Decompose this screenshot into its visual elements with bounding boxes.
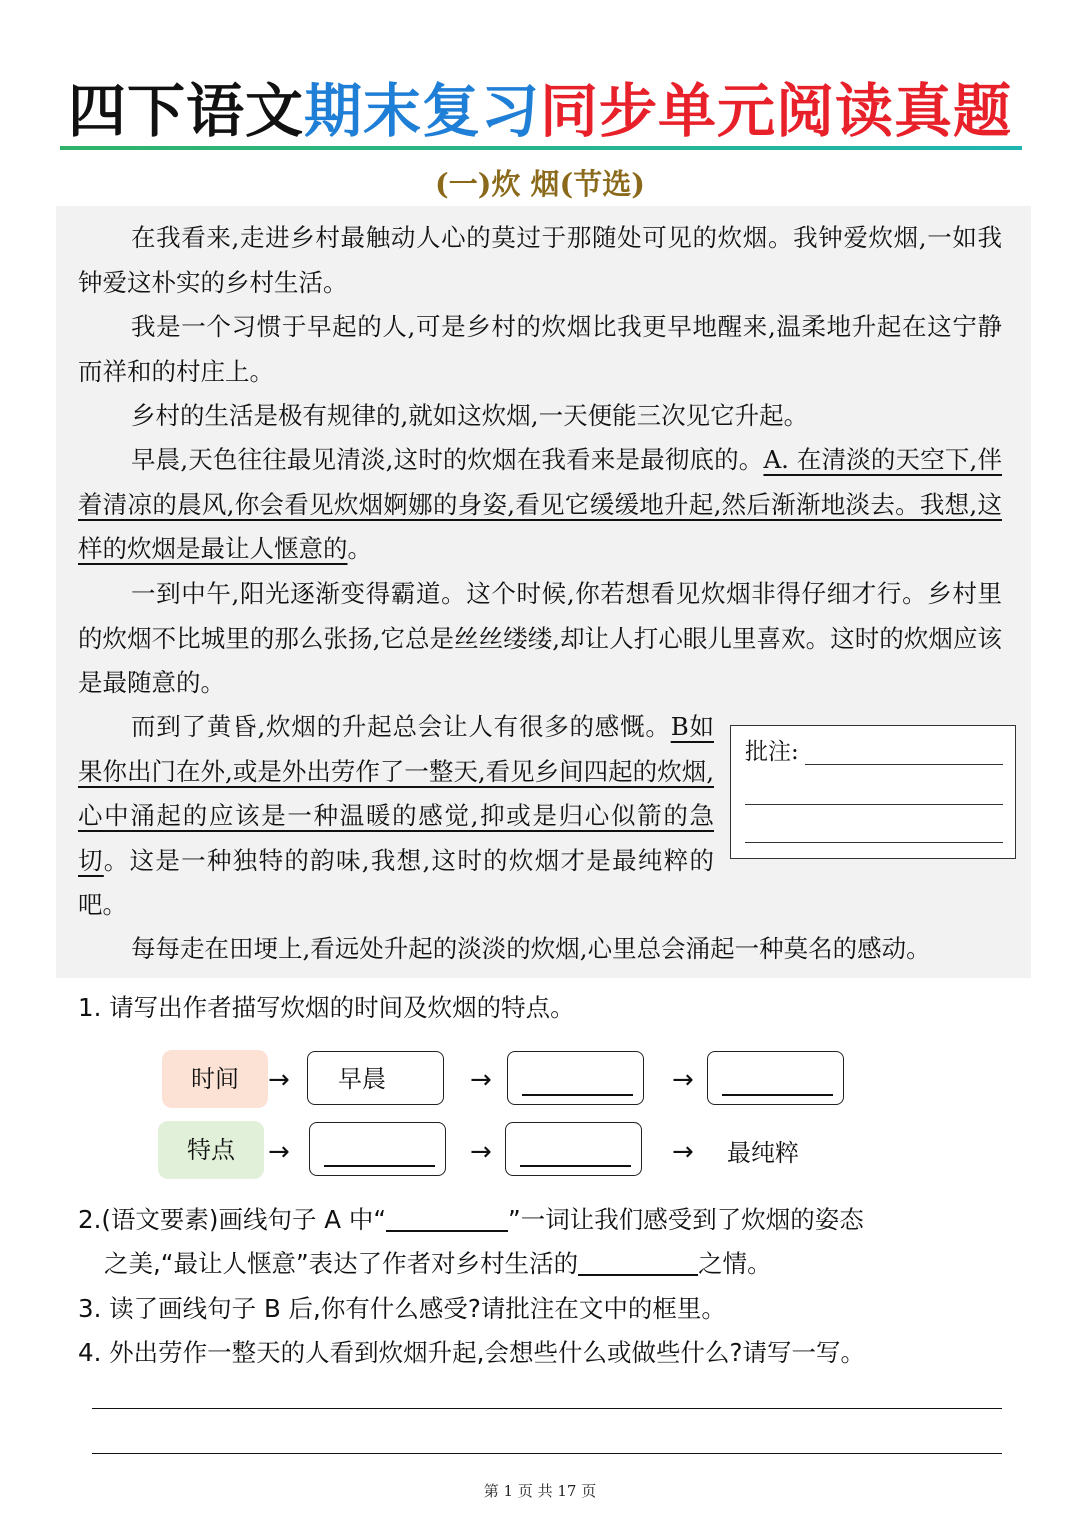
answer-blank[interactable] (522, 1094, 633, 1096)
time-answer-box-2[interactable] (507, 1051, 644, 1105)
title-divider (60, 146, 1022, 150)
answer-blank[interactable] (520, 1165, 631, 1167)
paragraph-4-text: 早晨,天色往往最见清淡,这时的炊烟在我看来是最彻底的。 (131, 445, 764, 474)
question-3: 3. 读了画线句子 B 后,你有什么感受?请批注在文中的框里。 (78, 1294, 726, 1323)
passage-paragraph-3: 乡村的生活是极有规律的,就如这炊烟,一天便能三次见它升起。 (131, 401, 809, 430)
title-part-grade: 四下语文 (67, 77, 304, 145)
question-1: 1. 请写出作者描写炊烟的时间及炊烟的特点。 (78, 993, 575, 1022)
paragraph-4-end: 。 (347, 534, 372, 563)
time-answer-box-3[interactable] (707, 1051, 844, 1105)
answer-line[interactable] (92, 1453, 1002, 1454)
question-2-part-a: 2.(语文要素)画线句子 A 中“ (78, 1205, 387, 1234)
answer-blank-word[interactable] (386, 1202, 508, 1232)
underlined-sentence-a: A. 在清淡的天空下,伴着清凉的晨风,你会看见炊烟婀娜的身姿,看见它缓缓地升起,然后渐渐地淡去。我想,这样的炊烟是最让人惬意的 (78, 445, 1002, 563)
passage-paragraph-7: 每每走在田埂上,看远处升起的淡淡的炊烟,心里总会涌起一种莫名的感动。 (131, 934, 931, 963)
passage-paragraph-2: 我是一个习惯于早起的人,可是乡村的炊烟比我更早地醒来,温柔地升起在这宁静而祥和的村庄上。 (78, 312, 1002, 386)
question-2-line-2 (104, 1242, 1044, 1287)
time-morning-text: 早晨 (338, 1065, 386, 1093)
arrow-icon: → (268, 1137, 290, 1167)
answer-blank[interactable] (324, 1165, 435, 1167)
arrow-icon: → (672, 1065, 694, 1095)
title-part-review: 期末复习 (303, 77, 540, 145)
page-number: 第 1 页 共 17 页 (483, 1482, 597, 1500)
arrow-icon: → (470, 1065, 492, 1095)
question-2 (78, 1198, 1018, 1243)
feature-answer-box-2[interactable] (505, 1122, 642, 1176)
passage-paragraph-1: 在我看来,走进乡村最触动人心的莫过于那随处可见的炊烟。我钟爱炊烟,一如我钟爱这朴实的乡村生活。 (78, 223, 1002, 297)
feature-label-tag: 特点 (158, 1121, 264, 1179)
question-2-part-c: 之美,“最让人惬意”表达了作者对乡村生活的 (104, 1249, 579, 1278)
feature-purest-text: 最纯粹 (727, 1139, 799, 1167)
passage-subtitle: (一)炊 烟(节选) (435, 167, 645, 201)
paragraph-6-text: 而到了黄昏,炊烟的升起总会让人有很多的感慨。 (131, 712, 671, 741)
question-2-part-b: ”一词让我们感受到了炊烟的姿态 (508, 1205, 864, 1234)
feature-answer-box-1[interactable] (309, 1122, 446, 1176)
annotation-label: 批注: (745, 739, 799, 765)
passage-paragraph-5: 一到中午,阳光逐渐变得霸道。这个时候,你若想看见炊烟非得仔细才行。乡村里的炊烟不比城里的那么张扬,它总是丝丝缕缕,却让人打心眼儿里喜欢。这时的炊烟应该是最随意的。 (78, 579, 1002, 697)
time-box-morning (307, 1051, 444, 1105)
annotation-line[interactable] (745, 842, 1003, 843)
paragraph-6-end: 。这是一种独特的韵味,我想,这时的炊烟才是最纯粹的吧。 (78, 845, 714, 919)
answer-blank[interactable] (722, 1094, 833, 1096)
answer-blank-feeling[interactable] (578, 1246, 698, 1276)
passage-paragraph-6 (78, 705, 714, 928)
annotation-line[interactable] (805, 764, 1003, 765)
question-2-part-d: 之情。 (698, 1249, 772, 1278)
time-label-tag: 时间 (162, 1050, 268, 1108)
passage-paragraph-4 (78, 438, 1002, 572)
annotation-line[interactable] (745, 804, 1003, 805)
arrow-icon: → (672, 1137, 694, 1167)
annotation-box[interactable] (730, 725, 1016, 859)
arrow-icon: → (470, 1137, 492, 1167)
page-title (0, 72, 1080, 150)
question-4: 4. 外出劳作一整天的人看到炊烟升起,会想些什么或做些什么?请写一写。 (78, 1338, 865, 1367)
answer-line[interactable] (92, 1408, 1002, 1409)
title-part-reading: 同步单元阅读真题 (540, 77, 1013, 145)
arrow-icon: → (268, 1065, 290, 1095)
underlined-sentence-b: B如果你出门在外,或是外出劳作了一整天,看见乡间四起的炊烟,心中涌起的应该是一种温暖的感觉,抑或是归心似箭的急切 (78, 712, 714, 875)
